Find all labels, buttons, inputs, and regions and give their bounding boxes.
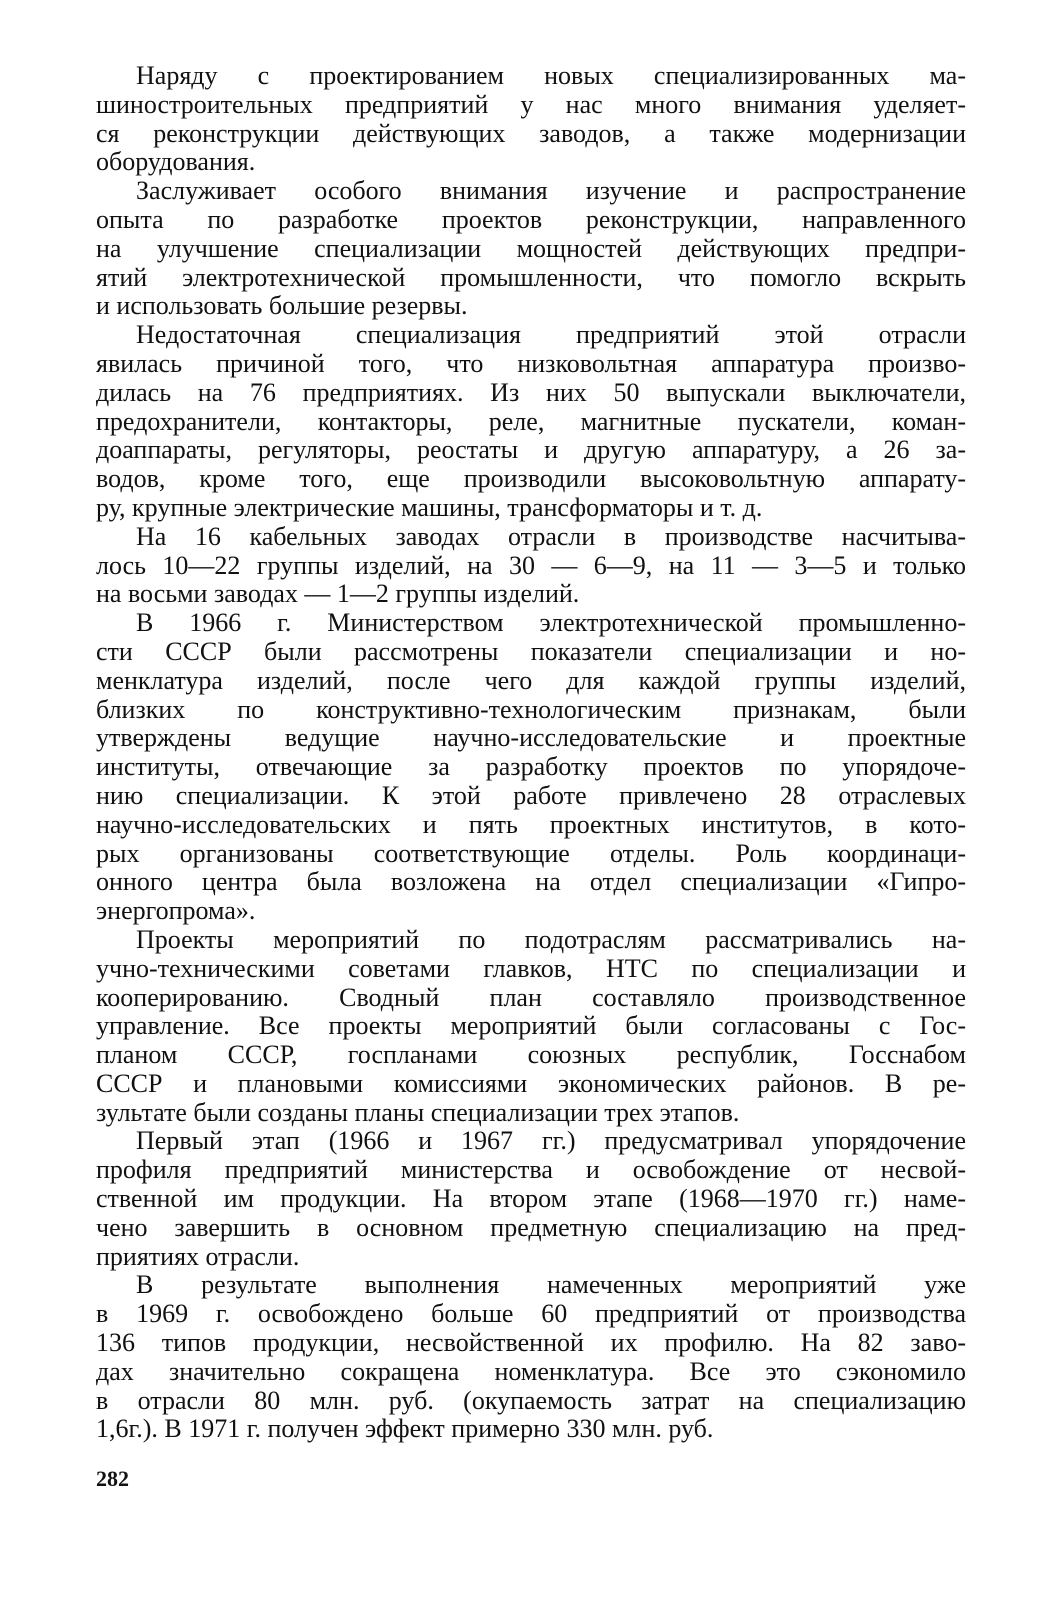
text-line: близких по конструктивно-технологическим признакам, были: [96, 695, 966, 724]
text-line: управление. Все проекты мероприятий были согласованы с Гос-: [96, 1012, 966, 1041]
text-line: ся реконструкции действующих заводов, а также модернизации: [96, 119, 966, 148]
text-line: дах значительно сокращена номенклатура. Все это сэкономило: [96, 1357, 966, 1386]
text-line: Заслуживает особого внимания изучение и распространение: [136, 177, 966, 206]
page-number: 282: [96, 1466, 129, 1491]
text-line: ру, крупные электрические машины, трансформаторы и т. д.: [96, 493, 763, 522]
text-line: учно-техническими советами главков, НТС по специализации и: [96, 954, 966, 983]
text-line: на восьми заводах — 1—2 группы изделий.: [96, 580, 580, 609]
text-line: На 16 кабельных заводах отрасли в производстве насчитыва-: [136, 522, 966, 551]
text-line: Наряду с проектированием новых специализированных ма-: [136, 62, 966, 90]
text-line: шиностроительных предприятий у нас много внимания уделяет-: [96, 90, 966, 119]
text-line: в отрасли 80 млн. руб. (окупаемость затрат на специализацию: [96, 1386, 966, 1415]
text-line: кооперированию. Сводный план составляло производственное: [96, 983, 966, 1012]
text-line: оборудования.: [96, 148, 256, 177]
paragraph: [96, 523, 966, 609]
text-line: институты, отвечающие за разработку проектов по упорядоче-: [96, 753, 966, 782]
text-line: 1,6г.). В 1971 г. получен эффект примерно 330 млн. руб.: [96, 1415, 714, 1444]
text-line: ятий электротехнической промышленности, что помогло вскрыть: [96, 263, 966, 292]
paragraph: [96, 62, 966, 177]
text-line: научно-исследовательских и пять проектных институтов, в кото-: [96, 810, 966, 839]
text-line: и использовать большие резервы.: [96, 292, 468, 321]
text-line: приятиях отрасли.: [96, 1242, 300, 1271]
text-line: СССР и плановыми комиссиями экономических районов. В ре-: [96, 1069, 966, 1098]
text-line: Проекты мероприятий по подотраслям рассматривались на-: [136, 925, 966, 954]
text-line: дилась на 76 предприятиях. Из них 50 выпускали выключатели,: [96, 378, 966, 407]
paragraph: [96, 1271, 966, 1444]
paragraph: [96, 321, 966, 523]
text-line: водов, кроме того, еще производили высоковольтную аппарату-: [96, 465, 966, 494]
text-line: сти СССР были рассмотрены показатели специализации и но-: [96, 637, 966, 666]
paragraph: [96, 926, 966, 1128]
text-line: утверждены ведущие научно-исследовательские и проектные: [96, 724, 966, 753]
paragraph: [96, 1127, 966, 1271]
text-line: рых организованы соответствующие отделы. Роль координаци-: [96, 839, 966, 868]
paragraphs-container: [96, 62, 966, 1444]
page-body: [96, 62, 966, 1444]
text-line: 136 типов продукции, несвойственной их профилю. На 82 заво-: [96, 1329, 966, 1358]
paragraph: [96, 177, 966, 321]
text-line: энергопрома».: [96, 897, 256, 926]
text-line: чено завершить в основном предметную специализацию на пред-: [96, 1213, 966, 1242]
text-line: Первый этап (1966 и 1967 гг.) предусматривал упорядочение: [136, 1127, 966, 1156]
text-line: ственной им продукции. На втором этапе (1968—1970 гг.) наме-: [96, 1185, 966, 1214]
text-line: на улучшение специализации мощностей действующих предпри-: [96, 234, 966, 263]
text-line: зультате были созданы планы специализации трех этапов.: [96, 1098, 740, 1127]
text-line: доаппараты, регуляторы, реостаты и другую аппаратуру, а 26 за-: [96, 436, 966, 465]
text-line: явилась причиной того, что низковольтная аппаратура произво-: [96, 349, 966, 378]
text-line: менклатура изделий, после чего для каждой группы изделий,: [96, 666, 966, 695]
text-line: В результате выполнения намеченных мероприятий уже: [136, 1271, 966, 1300]
text-line: предохранители, контакторы, реле, магнитные пускатели, коман-: [96, 407, 966, 436]
text-line: планом СССР, госпланами союзных республик, Госснабом: [96, 1041, 966, 1070]
text-line: В 1966 г. Министерством электротехнической промышленно-: [136, 609, 966, 638]
text-line: в 1969 г. освобождено больше 60 предприятий от производства: [96, 1300, 966, 1329]
text-line: онного центра была возложена на отдел специализации «Гипро-: [96, 868, 966, 897]
text-line: профиля предприятий министерства и освобождение от несвой-: [96, 1156, 966, 1185]
text-line: нию специализации. К этой работе привлечено 28 отраслевых: [96, 781, 966, 810]
text-line: Недостаточная специализация предприятий этой отрасли: [136, 321, 966, 350]
text-line: опыта по разработке проектов реконструкции, направленного: [96, 205, 966, 234]
text-line: лось 10—22 группы изделий, на 30 — 6—9, на 11 — 3—5 и только: [96, 551, 966, 580]
paragraph: [96, 609, 966, 926]
